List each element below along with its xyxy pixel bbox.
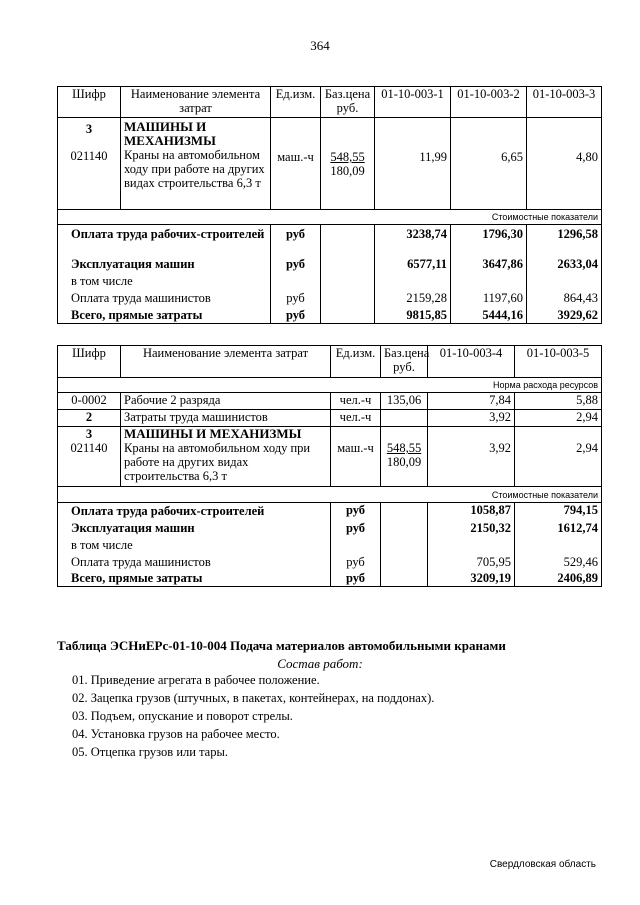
section-title: МАШИНЫ И МЕХАНИЗМЫ xyxy=(124,119,216,148)
col-header: Баз.цена руб. xyxy=(321,87,375,118)
section-label-row xyxy=(58,487,602,503)
col-header: Наименование элемента затрат xyxy=(121,346,331,378)
table-row xyxy=(58,427,602,487)
resource-name: Затраты труда машинистов xyxy=(121,410,331,427)
value-cell: 705,95 xyxy=(428,555,515,571)
cost-unit: руб xyxy=(331,571,381,587)
resource-code: 021140 xyxy=(70,149,108,163)
col-header: 01-10-003-2 xyxy=(451,87,527,118)
resource-table-1 xyxy=(57,86,602,324)
value-cell: 1612,74 xyxy=(515,521,602,538)
value-cell: 3,92 xyxy=(428,427,515,487)
cost-label: Стоимостные показатели xyxy=(58,487,602,503)
page-number: 364 xyxy=(310,38,330,53)
value-cell: 794,15 xyxy=(515,503,602,521)
total-row xyxy=(58,571,602,587)
value-cell: 529,46 xyxy=(515,555,602,571)
col-header: Шифр xyxy=(58,87,121,118)
col-header: Баз.цена руб. xyxy=(381,346,428,378)
col-header: Ед.изм. xyxy=(331,346,381,378)
resource-code: 021140 xyxy=(70,441,108,455)
section-number: 3 xyxy=(85,122,93,136)
cost-name: Оплата труда машинистов xyxy=(58,291,271,308)
table-row xyxy=(58,393,602,410)
cost-unit: руб xyxy=(271,225,321,257)
cost-name: в том числе xyxy=(58,274,271,291)
col-header: 01-10-003-3 xyxy=(527,87,602,118)
value-cell: 2150,32 xyxy=(428,521,515,538)
cost-row xyxy=(58,521,602,538)
cost-name: Всего, прямые затраты xyxy=(58,308,271,324)
col-header: 01-10-003-5 xyxy=(515,346,602,378)
work-item: 04. Установка грузов на рабочее место. xyxy=(72,727,280,741)
resource-unit: чел.-ч xyxy=(331,410,381,427)
value-cell: 1197,60 xyxy=(451,291,527,308)
base-price: 548,55 xyxy=(330,150,365,164)
section-label-row xyxy=(58,210,602,225)
table-header xyxy=(58,346,602,378)
base-price-2: 180,09 xyxy=(386,455,422,469)
value-cell: 3,92 xyxy=(428,410,515,427)
cost-unit: руб xyxy=(271,291,321,308)
cost-name: Всего, прямые затраты xyxy=(58,571,331,587)
cost-unit: руб xyxy=(331,555,381,571)
resource-table-2 xyxy=(57,345,602,587)
resource-unit: маш.-ч xyxy=(331,427,381,487)
cost-name: Оплата труда рабочих-строителей xyxy=(58,503,331,521)
resource-name: Рабочие 2 разряда xyxy=(121,393,331,410)
cost-row xyxy=(58,503,602,521)
table-row xyxy=(58,118,602,210)
works-title: Состав работ: xyxy=(277,656,363,671)
value-cell: 4,80 xyxy=(527,118,602,210)
value-cell: 5444,16 xyxy=(451,308,527,324)
section-number: 3 xyxy=(85,427,93,441)
value-cell: 2,94 xyxy=(515,427,602,487)
work-item: 03. Подъем, опускание и поворот стрелы. xyxy=(72,709,293,723)
col-header: 01-10-003-4 xyxy=(428,346,515,378)
value-cell: 2406,89 xyxy=(515,571,602,587)
value-cell: 3209,19 xyxy=(428,571,515,587)
value-cell: 1296,58 xyxy=(527,225,602,257)
cost-row xyxy=(58,555,602,571)
value-cell: 2,94 xyxy=(515,410,602,427)
cost-row xyxy=(58,291,602,308)
base-price: 135,06 xyxy=(381,393,428,410)
resource-code: 0-0002 xyxy=(58,393,121,410)
col-header: Шифр xyxy=(58,346,121,378)
table-row xyxy=(58,410,602,427)
value-cell: 1058,87 xyxy=(428,503,515,521)
resource-name: Краны на автомобильном ходу при работе на других видах строительства 6,3 т xyxy=(124,441,311,483)
resource-unit: чел.-ч xyxy=(331,393,381,410)
work-item: 01. Приведение агрегата в рабочее положение. xyxy=(72,673,320,687)
value-cell: 5,88 xyxy=(515,393,602,410)
norm-label: Норма расхода ресурсов xyxy=(58,378,602,393)
value-cell: 6577,11 xyxy=(375,257,451,274)
value-cell: 2159,28 xyxy=(375,291,451,308)
work-item: 02. Зацепка грузов (штучных, в пакетах, контейнерах, на поддонах). xyxy=(72,691,435,705)
cost-name: Эксплуатация машин xyxy=(58,257,271,274)
total-row xyxy=(58,308,602,324)
cost-name: Оплата труда рабочих-строителей xyxy=(58,225,271,257)
value-cell: 1796,30 xyxy=(451,225,527,257)
value-cell: 11,99 xyxy=(375,118,451,210)
cost-name: в том числе xyxy=(58,538,331,555)
cost-row xyxy=(58,257,602,274)
footer-region: Свердловская область xyxy=(489,859,596,870)
value-cell: 6,65 xyxy=(451,118,527,210)
base-price-2: 180,09 xyxy=(330,164,365,178)
table-header xyxy=(58,87,602,118)
col-header: Ед.изм. xyxy=(271,87,321,118)
cost-unit: руб xyxy=(271,308,321,324)
value-cell: 2633,04 xyxy=(527,257,602,274)
value-cell: 9815,85 xyxy=(375,308,451,324)
base-price: 548,55 xyxy=(386,441,422,455)
section-label-row xyxy=(58,378,602,393)
value-cell: 3647,86 xyxy=(451,257,527,274)
value-cell: 7,84 xyxy=(428,393,515,410)
cost-name: Оплата труда машинистов xyxy=(58,555,331,571)
cost-row xyxy=(58,538,602,555)
cost-unit: руб xyxy=(331,521,381,538)
cost-unit: руб xyxy=(331,503,381,521)
cost-label: Стоимостные показатели xyxy=(58,210,602,225)
value-cell: 3238,74 xyxy=(375,225,451,257)
resource-name: Краны на автомобильном ходу при работе на других видах строительства 6,3 т xyxy=(124,148,265,190)
col-header: 01-10-003-1 xyxy=(375,87,451,118)
cost-row xyxy=(58,274,602,291)
col-header: Наименование элемента затрат xyxy=(121,87,271,118)
value-cell: 3929,62 xyxy=(527,308,602,324)
work-item: 05. Отцепка грузов или тары. xyxy=(72,745,229,759)
table-title: Таблица ЭСНиЕРс-01-10-004 Подача материалов автомобильными кранами xyxy=(57,638,506,653)
cost-unit: руб xyxy=(271,257,321,274)
value-cell: 864,43 xyxy=(527,291,602,308)
resource-unit: маш.-ч xyxy=(271,118,321,210)
section-number: 2 xyxy=(58,410,121,427)
cost-name: Эксплуатация машин xyxy=(58,521,331,538)
cost-row xyxy=(58,225,602,257)
section-title: МАШИНЫ И МЕХАНИЗМЫ xyxy=(124,426,302,441)
